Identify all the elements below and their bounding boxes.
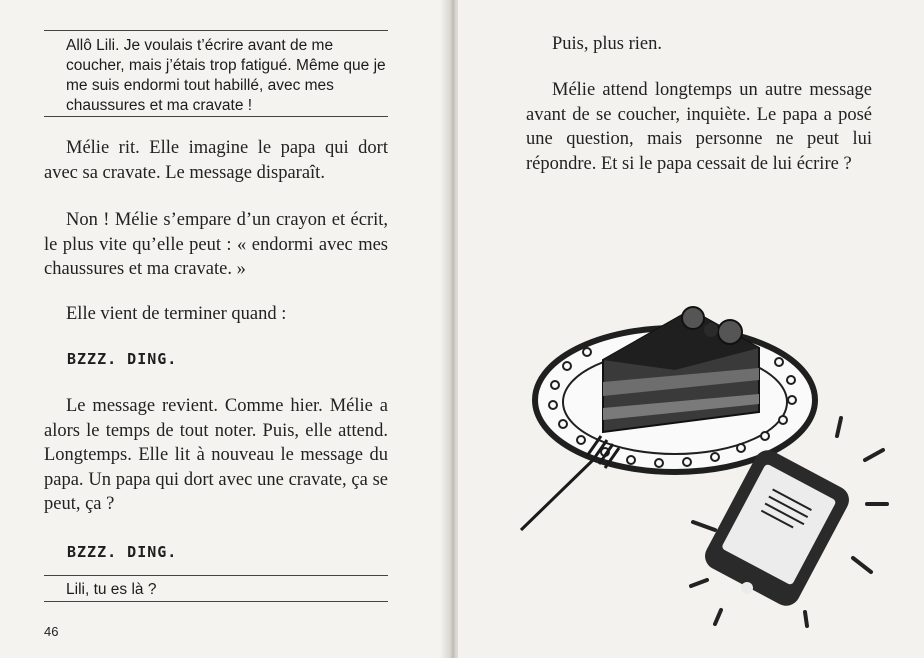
buzz-sound-1: BZZZ. DING. [67, 350, 178, 368]
paragraph-4: Le message revient. Comme hier. Mélie a alors le temps de tout noter. Puis, elle attend. Longtemps. Elle lit à nouveau le message du papa. Un papa qui dort avec une cravate, ça se peut, ça ? [44, 396, 388, 514]
paragraph-3: Elle vient de terminer quand : [66, 304, 287, 324]
message-box-2: Lili, tu es là ? [44, 575, 388, 602]
message-box-1: Allô Lili. Je voulais t’écrire avant de me coucher, mais j’étais trop fatigué. Même que je me suis endormi tout habillé, avec mes chaussures et ma cravate ! [44, 30, 388, 117]
page-number: 46 [44, 624, 59, 639]
cake-slice [603, 307, 759, 432]
left-page [0, 0, 452, 658]
paragraph-1: Mélie rit. Elle imagine le papa qui dort avec sa cravate. Le message disparaît. [44, 138, 388, 183]
cake-and-phone-illustration [515, 290, 895, 630]
right-paragraph-1: Puis, plus rien. [552, 34, 662, 54]
buzz-sound-2: BZZZ. DING. [67, 543, 178, 561]
right-paragraph-2: Mélie attend longtemps un autre message avant de se coucher, inquiète. Le papa a posé une question, mais personne ne peut lui répondre. Et si le papa cessait de lui écrire ? [526, 80, 872, 174]
paragraph-2: Non ! Mélie s’empare d’un crayon et écrit, le plus vite qu’elle peut : « endormi avec mes chaussures et ma cravate. » [44, 210, 388, 279]
